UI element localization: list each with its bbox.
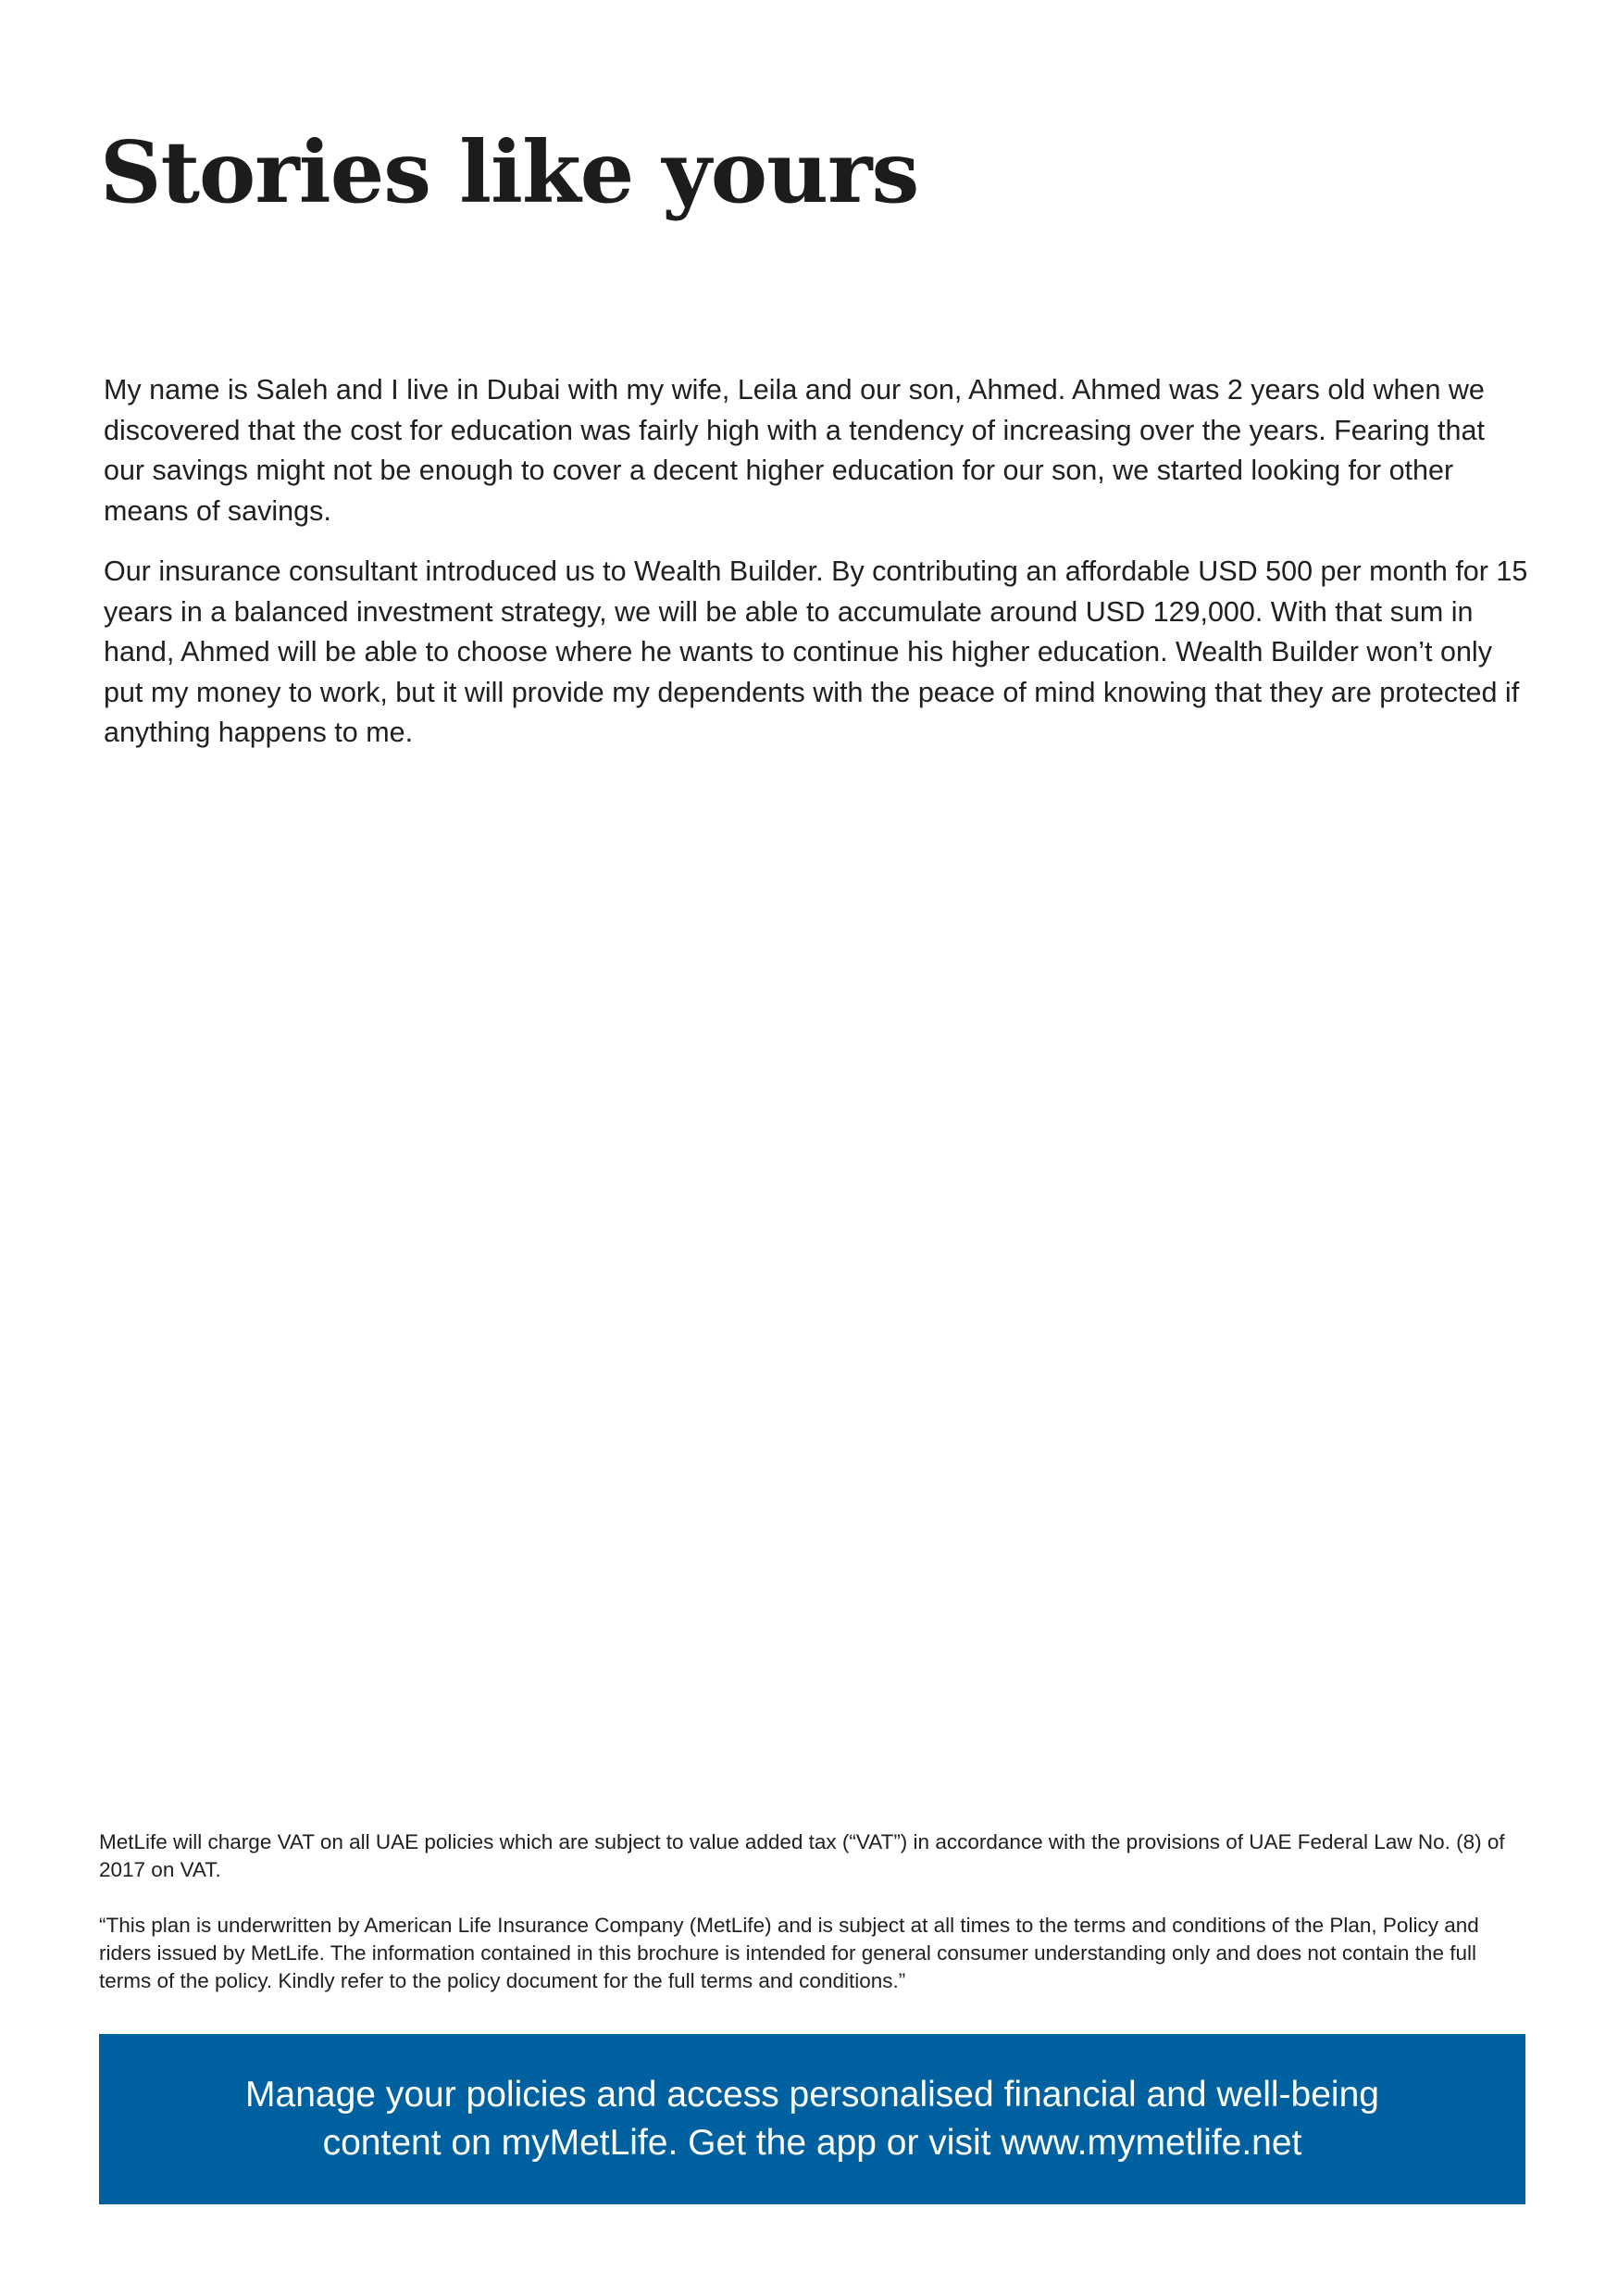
mymetlife-banner — [99, 2034, 1525, 2204]
vat-notice: MetLife will charge VAT on all UAE policies which are subject to value added tax (“VAT”) in accordance with the provisions of UAE Federal Law No. (8) of 2017 on VAT. — [99, 1830, 1505, 1881]
banner-line-2: content on myMetLife. Get the app or visit www.mymetlife.net — [322, 2123, 1302, 2163]
customer-story — [104, 370, 1529, 774]
story-paragraph-1: My name is Saleh and I live in Dubai with my wife, Leila and our son, Ahmed. Ahmed was 2 years old when we discovered that the cost for education was fairly high with a tendency of increasing over the years. Fearing that our savings might not be enough to cover a decent higher education for our son, we started looking for other means of savings. — [104, 374, 1485, 527]
story-paragraph-2: Our insurance consultant introduced us to Wealth Builder. By contributing an affordable USD 500 per month for 15 years in a balanced investment strategy, we will be able to accumulate around USD 129,000. With that sum in hand, Ahmed will be able to choose where he wants to continue his higher education. Wealth Builder won’t only put my money to work, but it will provide my dependents with the peace of mind knowing that they are protected if anything happens to me. — [104, 555, 1528, 748]
underwriting-notice: “This plan is underwritten by American Life Insurance Company (MetLife) and is subject at all times to the terms and conditions of the Plan, Policy and riders issued by MetLife. The information contained in this brochure is intended for general consumer understanding only and does not contain the full terms of the policy. Kindly refer to the policy document for the full terms and conditions.” — [99, 1914, 1479, 1992]
legal-disclaimer — [99, 1828, 1529, 2023]
banner-line-1: Manage your policies and access personalised financial and well-being — [245, 2075, 1379, 2115]
banner-text — [245, 2071, 1379, 2167]
page-title: Stories like yours — [100, 122, 919, 222]
